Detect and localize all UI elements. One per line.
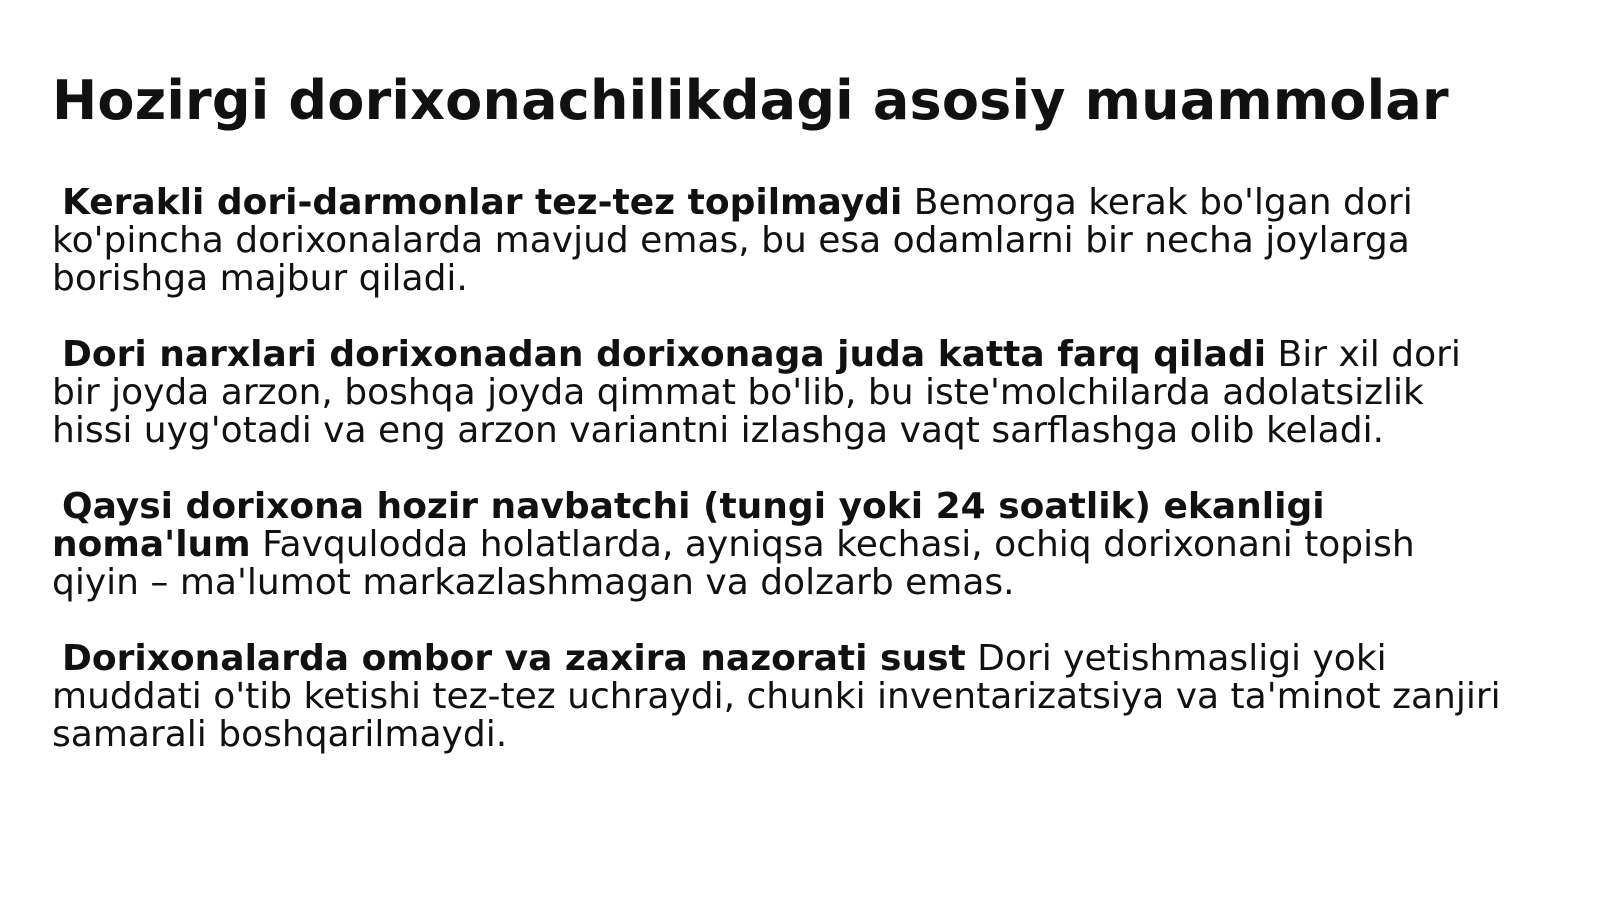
problem-description: Bemorga kerak bo'lgan dori ko'pincha dorixonalarda mavjud emas, bu esa odamlarni bir necha joylarga borishga majbur qiladi. — [52, 182, 1413, 299]
problem-heading: Qaysi dorixona hozir navbatchi (tungi yoki 24 soatlik) ekanligi noma'lum — [52, 486, 1325, 565]
problem-item-3 — [52, 488, 1502, 602]
problem-heading: Dori narxlari dorixonadan dorixonaga juda katta farq qiladi — [62, 334, 1267, 375]
problem-item-2 — [52, 336, 1502, 450]
problem-heading: Kerakli dori-darmonlar tez-tez topilmaydi — [62, 182, 903, 223]
slide-title: Hozirgi dorixonachilikdagi asosiy muammolar — [52, 69, 1449, 132]
problem-item-1 — [52, 184, 1502, 298]
problem-description: Bir xil dori bir joyda arzon, boshqa joyda qimmat bo'lib, bu iste'molchilarda adolatsizlik hissi uyg'otadi va eng arzon variantni izlashga vaqt sarflashga olib keladi. — [52, 334, 1461, 451]
problem-list — [52, 184, 1502, 792]
problem-heading: Dorixonalarda ombor va zaxira nazorati sust — [62, 638, 966, 679]
problem-item-4 — [52, 640, 1502, 754]
problem-description: Favqulodda holatlarda, ayniqsa kechasi, ochiq dorixonani topish qiyin – ma'lumot markazlashmagan va dolzarb emas. — [52, 524, 1415, 603]
problem-description: Dori yetishmasligi yoki muddati o'tib ketishi tez-tez uchraydi, chunki inventarizatsiya va ta'minot zanjiri samarali boshqarilmaydi. — [52, 638, 1501, 755]
